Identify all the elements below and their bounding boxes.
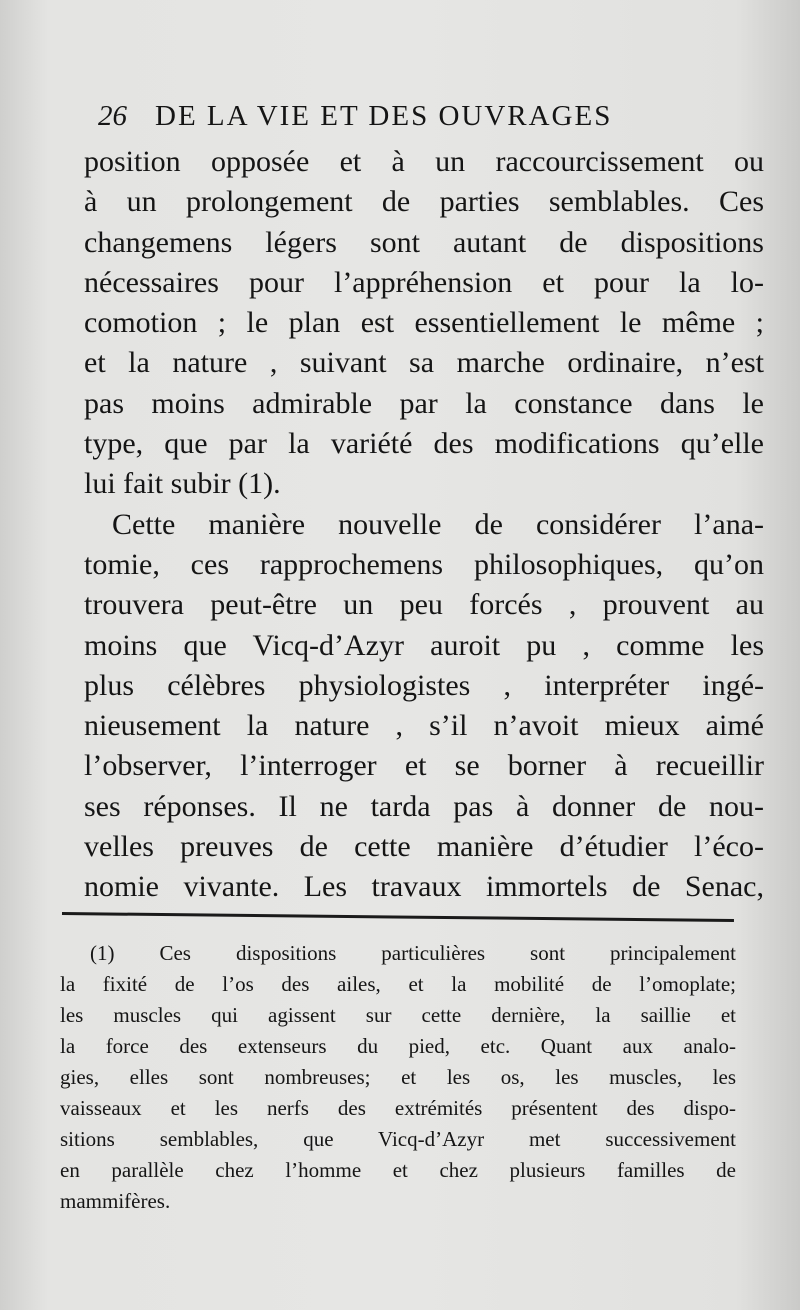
page-number: 26 xyxy=(98,100,127,132)
text-line: à un prolongement de parties semblables. Ces xyxy=(84,185,764,219)
footnote-line: mammifères. xyxy=(60,1189,171,1213)
footnote-divider xyxy=(62,912,734,922)
text-line: Cette manière nouvelle de considérer l’ana- xyxy=(112,507,764,541)
text-line: velles preuves de cette manière d’étudier l’éco- xyxy=(84,830,764,864)
footnote-line: la fixité de l’os des ailes, et la mobilité de l’omoplate; xyxy=(60,972,736,996)
running-header xyxy=(98,100,698,133)
text-line: moins que Vicq-d’Azyr auroit pu , comme les xyxy=(84,628,764,662)
text-line: lui fait subir (1). xyxy=(84,467,281,501)
text-line: et la nature , suivant sa marche ordinaire, n’est xyxy=(84,346,764,380)
footnote-line: en parallèle chez l’homme et chez plusieurs familles de xyxy=(60,1158,736,1182)
text-line: type, que par la variété des modifications qu’elle xyxy=(84,427,764,461)
text-line: position opposée et à un raccourcissement ou xyxy=(84,145,764,178)
running-title: DE LA VIE ET DES OUVRAGES xyxy=(155,100,613,132)
footnote-line: gies, elles sont nombreuses; et les os, les muscles, les xyxy=(60,1065,736,1089)
text-line: nieusement la nature , s’il n’avoit mieux aimé xyxy=(84,709,764,743)
footnote-line: la force des extenseurs du pied, etc. Quant aux analo- xyxy=(60,1034,736,1058)
text-line: ses réponses. Il ne tarda pas à donner de nou- xyxy=(84,789,764,823)
footnote-line: les muscles qui agissent sur cette dernière, la saillie et xyxy=(60,1003,736,1027)
main-text xyxy=(84,142,764,908)
footnote-line: vaisseaux et les nerfs des extrémités présentent des dispo- xyxy=(60,1096,736,1120)
footnote xyxy=(60,938,736,1217)
text-line: tomie, ces rapprochemens philosophiques, qu’on xyxy=(84,547,764,581)
footnote-line: (1) Ces dispositions particulières sont principalement xyxy=(90,941,736,965)
text-line: comotion ; le plan est essentiellement le même ; xyxy=(84,306,764,340)
footnote-line: sitions semblables, que Vicq-d’Azyr met successivement xyxy=(60,1127,736,1151)
text-line: changemens légers sont autant de dispositions xyxy=(84,225,764,259)
text-line: plus célèbres physiologistes , interpréter ingé- xyxy=(84,668,764,702)
text-line: nomie vivante. Les travaux immortels de Senac, xyxy=(84,870,764,904)
text-line: l’observer, l’interroger et se borner à recueillir xyxy=(84,749,764,783)
text-line: trouvera peut-être un peu forcés , prouvent au xyxy=(84,588,764,622)
text-line: pas moins admirable par la constance dans le xyxy=(84,386,764,420)
text-line: nécessaires pour l’appréhension et pour la lo- xyxy=(84,265,764,299)
